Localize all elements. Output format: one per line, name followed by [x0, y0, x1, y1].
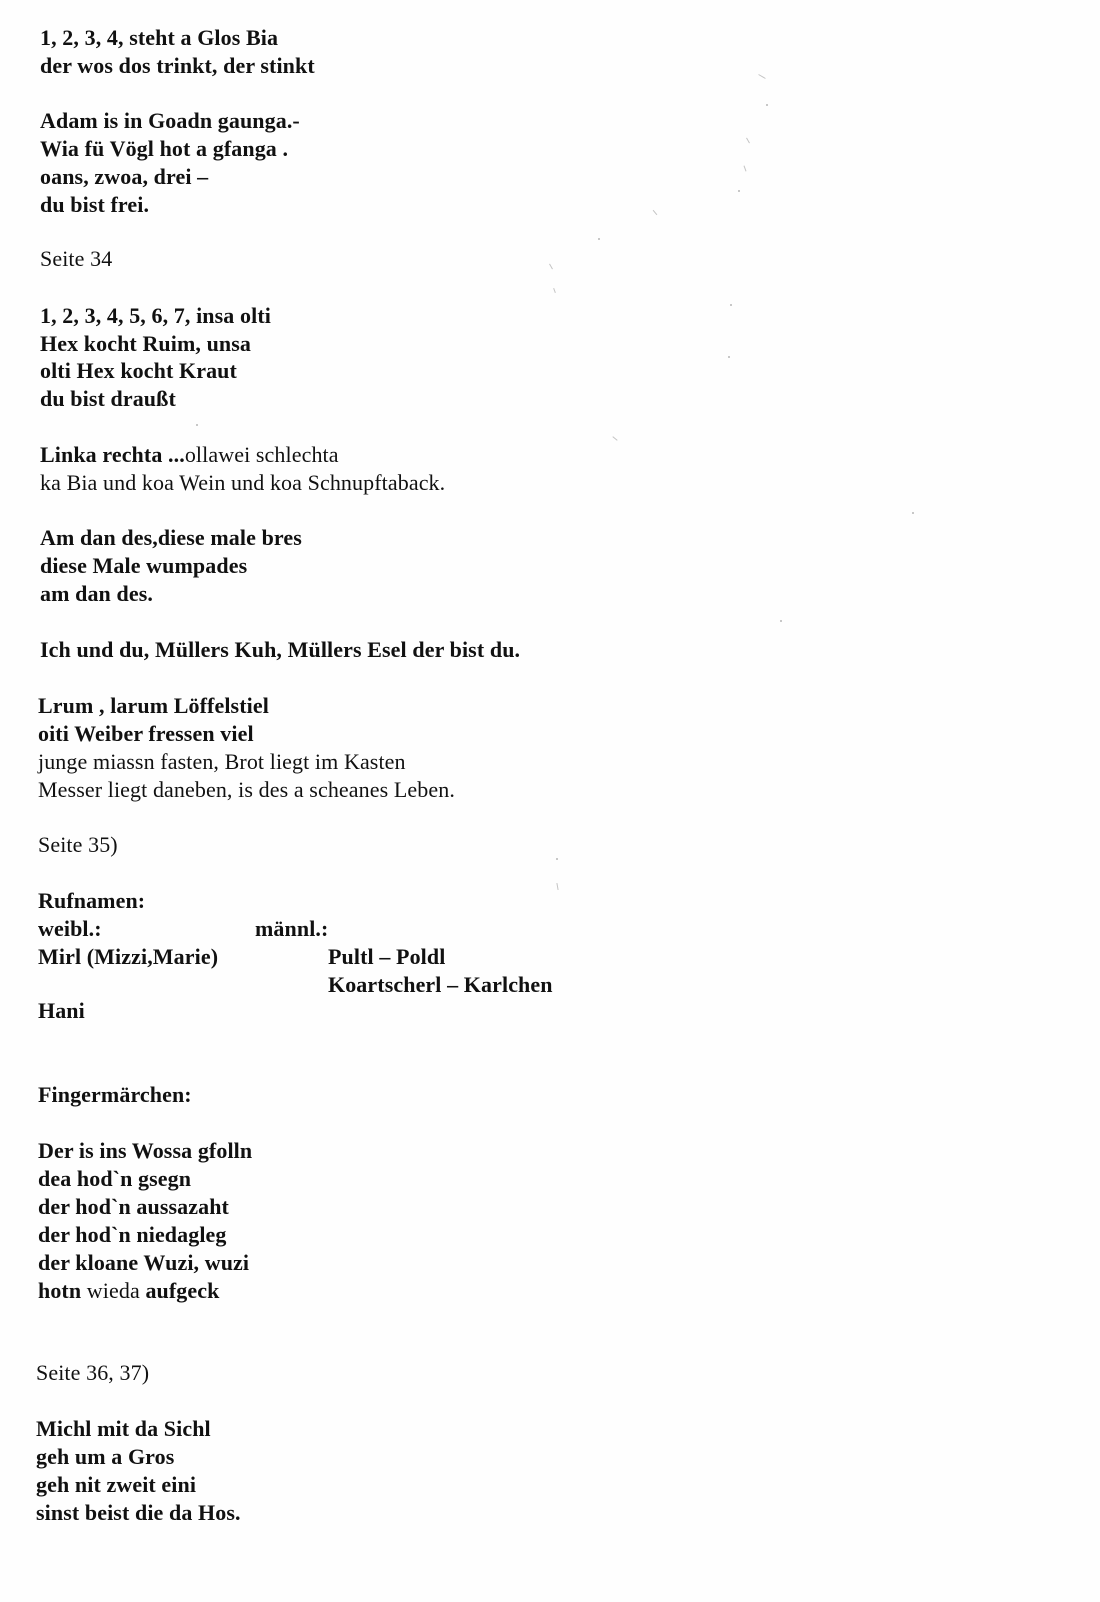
scan-artifact [556, 883, 558, 890]
page-reference: Seite 35) [38, 832, 118, 857]
verse-line: junge miassn fasten, Brot liegt im Kasten [38, 749, 406, 774]
verse-line: Der is ins Wossa gfolln [38, 1138, 253, 1163]
scan-artifact [746, 138, 750, 144]
page-reference: Seite 36, 37) [36, 1360, 150, 1385]
verse-line: Ich und du, Müllers Kuh, Müllers Esel der bist du. [40, 637, 521, 662]
verse-line-normal-part: wieda [81, 1278, 146, 1303]
scan-artifact [738, 190, 740, 192]
scan-artifact [780, 620, 782, 622]
verse-line: Lrum , larum Löffelstiel [38, 693, 269, 718]
scan-artifact [744, 166, 747, 172]
scan-artifact [728, 356, 730, 358]
verse-line [38, 1277, 219, 1305]
scan-artifact [556, 858, 558, 860]
verse-line: diese Male wumpades [40, 553, 248, 578]
verse-line: oiti Weiber fressen viel [38, 721, 254, 746]
verse-line: der wos dos trinkt, der stinkt [40, 53, 315, 78]
name-entry: Koartscherl – Karlchen [328, 972, 553, 997]
scan-artifact [549, 264, 553, 270]
verse-line [40, 441, 339, 469]
scan-artifact [653, 210, 658, 215]
column-label-female: weibl.: [38, 916, 102, 941]
verse-line-bold-part: hotn [38, 1278, 82, 1303]
scan-artifact [612, 436, 617, 441]
verse-line: 1, 2, 3, 4, 5, 6, 7, insa olti [40, 303, 271, 328]
scan-artifact [553, 288, 556, 293]
verse-line: Hex kocht Ruim, unsa [40, 331, 252, 356]
verse-line: der hod`n aussazaht [38, 1194, 229, 1219]
verse-line: oans, zwoa, drei – [40, 164, 209, 189]
verse-line: der kloane Wuzi, wuzi [38, 1250, 250, 1275]
scan-artifact [196, 424, 198, 426]
verse-line: dea hod`n gsegn [38, 1166, 192, 1191]
verse-line: Adam is in Goadn gaunga.- [40, 108, 300, 133]
verse-line: geh nit zweit eini [36, 1472, 197, 1497]
verse-line: am dan des. [40, 581, 153, 606]
scan-artifact [758, 74, 765, 79]
page-reference: Seite 34 [40, 246, 113, 271]
verse-line: sinst beist die da Hos. [36, 1500, 241, 1525]
verse-line: du bist draußt [40, 386, 176, 411]
verse-line: Am dan des,diese male bres [40, 525, 302, 550]
section-heading: Rufnamen: [38, 888, 146, 913]
verse-line: ka Bia und koa Wein und koa Schnupftaback. [40, 470, 446, 495]
scan-artifact [598, 238, 600, 240]
name-entry: Mirl (Mizzi,Marie) [38, 944, 219, 969]
section-heading: Fingermärchen: [38, 1082, 192, 1107]
verse-line: der hod`n niedagleg [38, 1222, 227, 1247]
verse-line-normal-part: ollawei schlechta [184, 442, 339, 467]
verse-line: Messer liegt daneben, is des a scheanes Leben. [38, 777, 455, 802]
scan-artifact [766, 104, 768, 106]
verse-line: 1, 2, 3, 4, steht a Glos Bia [40, 25, 279, 50]
verse-line: olti Hex kocht Kraut [40, 358, 237, 383]
scan-artifact [912, 512, 914, 514]
verse-line: geh um a Gros [36, 1444, 175, 1469]
verse-line-bold-part: aufgeck [145, 1278, 220, 1303]
column-label-male: männl.: [255, 916, 329, 941]
verse-line-bold-part: Linka rechta ... [40, 442, 185, 467]
scan-artifact [730, 304, 732, 306]
verse-line: du bist frei. [40, 192, 150, 217]
name-entry: Hani [38, 998, 85, 1023]
name-entry: Pultl – Poldl [328, 944, 446, 969]
verse-line: Michl mit da Sichl [36, 1416, 211, 1441]
verse-line: Wia fü Vögl hot a gfanga . [40, 136, 289, 161]
